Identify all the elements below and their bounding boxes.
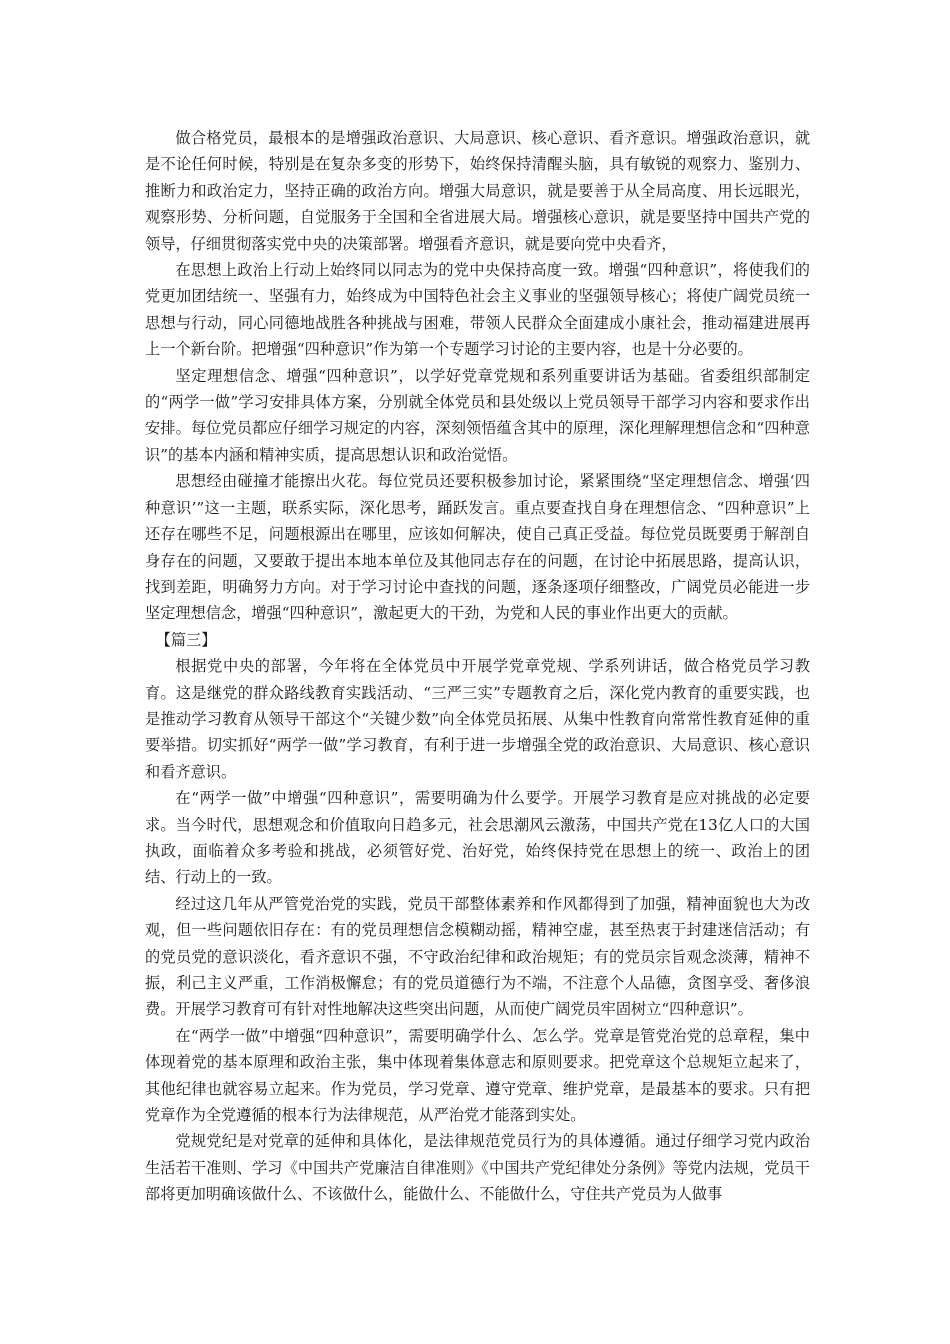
section-heading: 【篇三】 <box>155 630 217 649</box>
paragraph: 坚定理想信念、增强“四种意识”，以学好党章党规和系列重要讲话为基础。省委组织部制定的“两学一做”学习安排具体方案，分别就全体党员和县处级以上党员领导干部学习内容和要求作出安排。每位党员都应仔细学习规定的内容，深刻领悟蕴含其中的原理，深化理解理想信念和“四种意识”的基本内涵和精神实质，提高思想认识和政治觉悟。 <box>145 366 810 464</box>
paragraph: 做合格党员，最根本的是增强政治意识、大局意识、核心意识、看齐意识。增强政治意识，就是不论任何时候，特别是在复杂多变的形势下，始终保持清醒头脑，具有敏锐的观察力、鉴别力、推断力和政治定力，坚持正确的政治方向。增强大局意识，就是要善于从全局高度、用长远眼光，观察形势、分析问题，自觉服务于全国和全省进展大局。增强核心意识，就是要坚持中国共产党的领导，仔细贯彻落实党中央的决策部署。增强看齐意识，就是要向党中央看齐， <box>145 129 810 253</box>
paragraph: 在“两学一做”中增强“四种意识”，需要明确学什么、怎么学。党章是管党治党的总章程，集中体现着党的基本原理和政治主张，集中体现着集体意志和原则要求。把党章这个总规矩立起来了，其他纪律也就容易立起来。作为党员，学习党章、遵守党章、维护党章，是最基本的要求。只有把党章作为全党遵循的根本行为法律规范，从严治党才能落到实处。 <box>145 1026 810 1125</box>
paragraph: 思想经由碰撞才能擦出火花。每位党员还要积极参加讨论，紧紧围绕“坚定理想信念、增强‘四种意识’”这一主题，联系实际，深化思考，踊跃发言。重点要查找自身在理想信念、“四种意识”上还存在哪些不足，问题根源出在哪里，应该如何解决，使自己真正受益。每位党员既要勇于解剖自身存在的问题，又要敢于提出本地本单位及其他同志存在的问题，在讨论中拓展思路，提高认识，找到差距，明确努力方向。对于学习讨论中查找的问题，逐条逐项仔细整改，广阔党员必能进一步坚定理想信念，增强“四种意识”，激起更大的干劲，为党和人民的事业作出更大的贡献。 <box>145 472 810 623</box>
paragraph: 经过这几年从严管党治党的实践，党员干部整体素养和作风都得到了加强，精神面貌也大为改观，但一些问题依旧存在：有的党员理想信念模糊动摇，精神空虚，甚至热衷于封建迷信活动；有的党员党的意识淡化，看齐意识不强，不守政治纪律和政治规矩；有的党员宗旨观念淡薄，精神不振，利己主义严重，工作消极懈怠；有的党员道德行为不端，不注意个人品德，贪图享受、奢侈浪费。开展学习教育可有针对性地解决这些突出问题，从而使广阔党员牢固树立“四种意识”。 <box>145 894 810 1019</box>
paragraph: 根据党中央的部署，今年将在全体党员中开展学党章党规、学系列讲话，做合格党员学习教育。这是继党的群众路线教育实践活动、“三严三实”专题教育之后，深化党内教育的重要实践，也是推动学习教育从领导干部这个“关键少数”向全体党员拓展、从集中性教育向常常性教育延伸的重要举措。切实抓好“两学一做”学习教育，有利于进一步增强全党的政治意识、大局意识、核心意识和看齐意识。 <box>145 657 810 781</box>
paragraph: 在思想上政治上行动上始终同以同志为的党中央保持高度一致。增强“四种意识”，将使我们的党更加团结统一、坚强有力，始终成为中国特色社会主义事业的坚强领导核心；将使广阔党员统一思想与行动，同心同德地战胜各种挑战与困难，带领人民群众全面建成小康社会，推动福建进展再上一个新台阶。把增强“四种意识”作为第一个专题学习讨论的主要内容，也是十分必要的。 <box>145 261 810 359</box>
paragraph: 党规党纪是对党章的延伸和具体化，是法律规范党员行为的具体遵循。通过仔细学习党内政治生活若干准则、学习《中国共产党廉洁自律准则》《中国共产党纪律处分条例》等党内法规，党员干部将更加明确该做什么、不该做什么，能做什么、不能做什么，守住共产党员为人做事 <box>145 1132 810 1204</box>
document-body <box>145 125 810 1208</box>
paragraph: 在“两学一做”中增强“四种意识”，需要明确为什么要学。开展学习教育是应对挑战的必定要求。当今时代，思想观念和价值取向日趋多元，社会思潮风云激荡，中国共产党在13亿人口的大国执政，面临着众多考验和挑战，必须管好党、治好党，始终保持党在思想上的统一、政治上的团结、行动上的一致。 <box>145 789 810 887</box>
